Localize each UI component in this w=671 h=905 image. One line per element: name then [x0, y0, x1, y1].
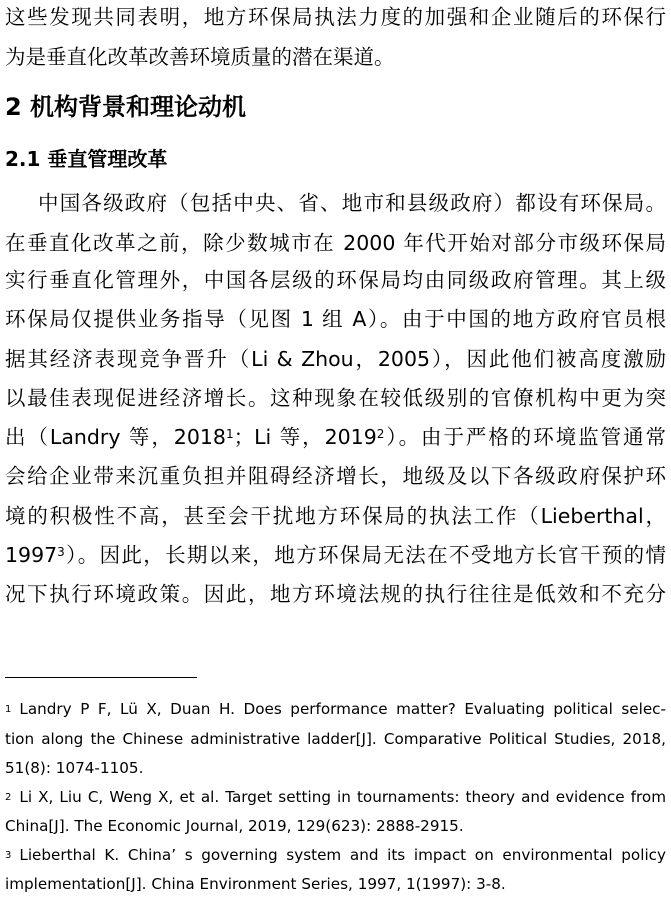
footnote-text: Li X, Liu C, Weng X, et al. Target setting in tournaments: theory and evidence from: [19, 788, 666, 806]
footnote-line: China[J]. The Economic Journal, 2019, 129(623): 2888-2915.: [5, 817, 464, 835]
paragraph-line: [5, 540, 666, 570]
paragraph-line: 这些发现共同表明，地方环保局执法力度的加强和企业随后的环保行: [5, 5, 666, 29]
paragraph-line: 为是垂直化改革改善环境质量的潜在渠道。: [5, 45, 395, 69]
text-run: 出（Landry 等，2018: [5, 425, 226, 449]
paragraph-line: [5, 422, 666, 452]
paragraph-line: 在垂直化改革之前，除少数城市在 2000 年代开始对部分市级环保局: [5, 231, 666, 255]
footnote-1: [5, 697, 666, 722]
text-run: ）。因此，长期以来，地方环保局无法在不受地方长官干预的情: [64, 543, 666, 567]
footnote-text: Landry P F, Lü X, Duan H. Does performance matter? Evaluating political selec-: [19, 700, 666, 718]
paragraph-line: 以最佳表现促进经济增长。这种现象在较低级别的官僚机构中更为突: [5, 386, 666, 410]
footnote-line: 51(8): 1074-1105.: [5, 759, 144, 777]
footnote-line: implementation[J]. China Environment Series, 1997, 1(1997): 3-8.: [5, 875, 506, 893]
footnote-separator: [5, 677, 197, 678]
footnote-number: 3: [5, 850, 12, 861]
paragraph-line: 会给企业带来沉重负担并阻碍经济增长，地级及以下各级政府保护环: [5, 464, 666, 488]
footnote-ref: 3: [57, 545, 65, 559]
text-run: ；Li 等，2019: [233, 425, 377, 449]
footnote-2: [5, 785, 666, 810]
footnote-ref: 2: [376, 427, 385, 441]
paragraph-line: 据其经济表现竞争晋升（Li & Zhou，2005），因此他们被高度激励: [5, 347, 666, 371]
paragraph-line: 环保局仅提供业务指导（见图 1 组 A）。由于中国的地方政府官员根: [5, 307, 666, 331]
paragraph-line: 实行垂直化管理外，中国各层级的环保局均由同级政府管理。其上级: [5, 268, 666, 292]
footnote-text: Lieberthal K. China’ s governing system and its impact on environmental policy: [19, 846, 666, 864]
text-run: ）。由于严格的环境监管通常: [384, 425, 666, 449]
footnote-ref: 1: [225, 427, 234, 441]
footnote-line: tion along the Chinese administrative ladder[J]. Comparative Political Studies, 2018,: [5, 730, 666, 748]
paragraph-line: 中国各级政府（包括中央、省、地市和县级政府）都设有环保局。: [38, 191, 666, 215]
section-heading: 2 机构背景和理论动机: [5, 93, 247, 121]
text-run: 1997: [5, 543, 58, 567]
footnote-number: 2: [5, 792, 12, 803]
footnote-number: 1: [5, 704, 12, 715]
paragraph-line: 况下执行环境政策。因此，地方环境法规的执行往往是低效和不充分: [5, 582, 666, 606]
subsection-heading: 2.1 垂直管理改革: [5, 147, 168, 171]
footnote-3: [5, 843, 666, 868]
paragraph-line: 境的积极性不高，甚至会干扰地方环保局的执法工作（Lieberthal，: [5, 504, 666, 528]
